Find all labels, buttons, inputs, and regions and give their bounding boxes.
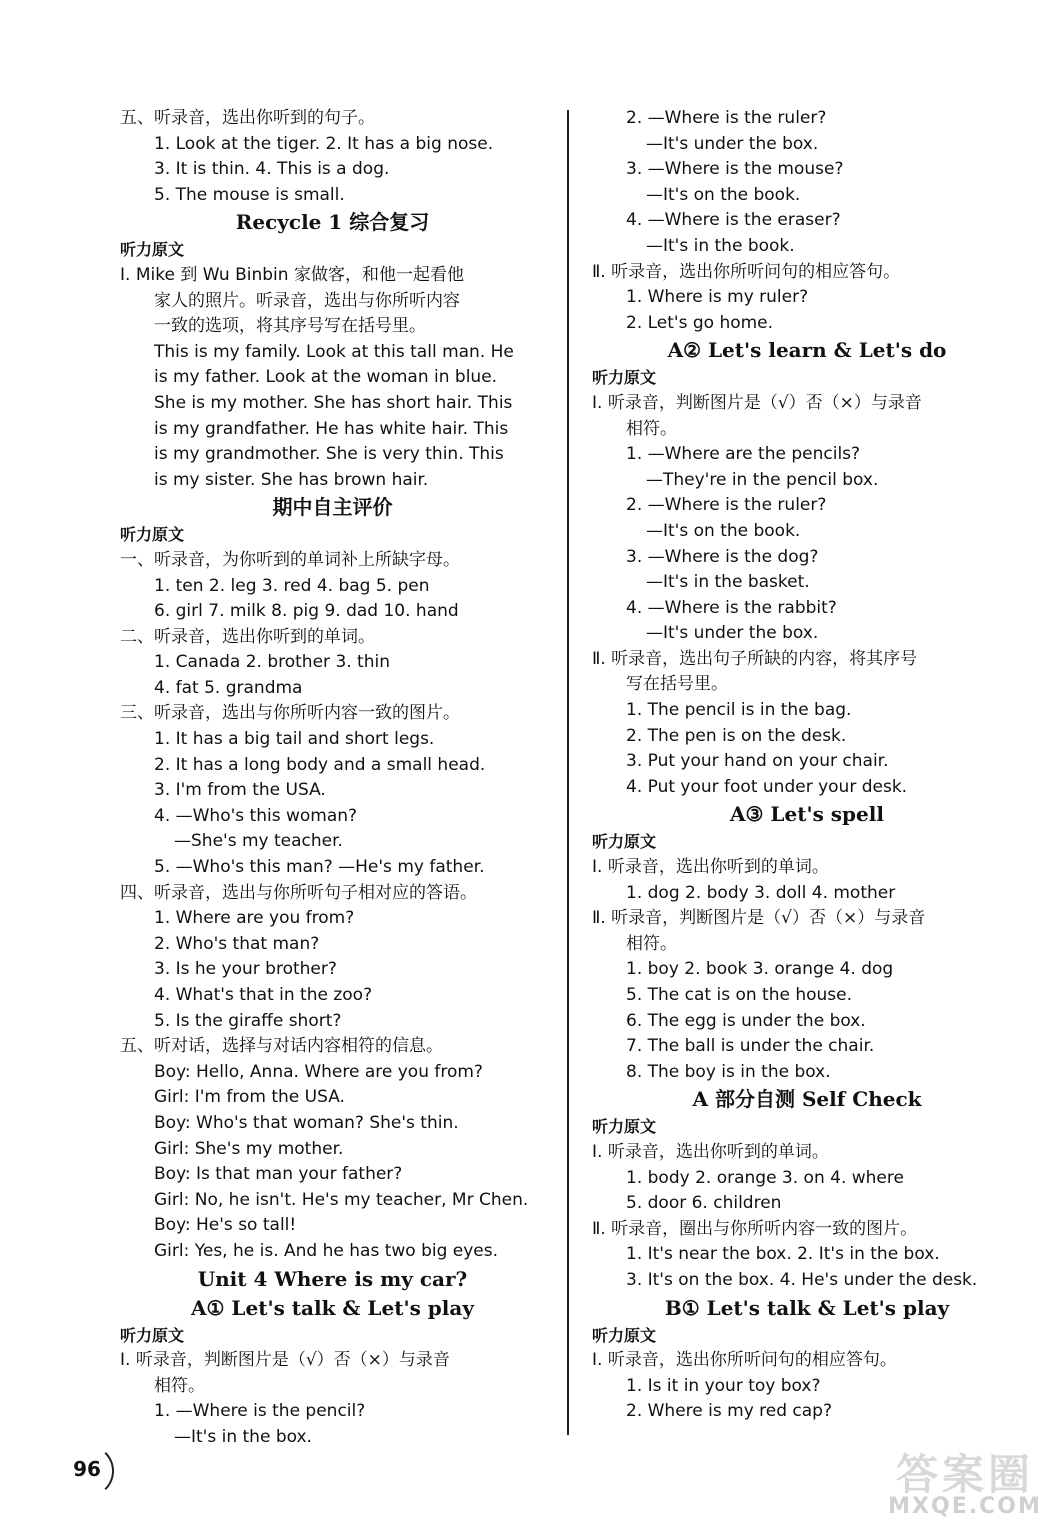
- listening-label: 听力原文: [592, 1325, 657, 1345]
- text-line: 2. Where is my red cap?: [626, 1401, 833, 1422]
- listening-label: 听力原文: [592, 368, 657, 388]
- text-line: 3. It is thin. 4. This is a dog.: [154, 159, 390, 180]
- text-line: Boy: Hello, Anna. Where are you from?: [154, 1061, 483, 1082]
- text-line: is my sister. She has brown hair.: [154, 469, 429, 490]
- text-line: 3. Put your hand on your chair.: [626, 751, 889, 772]
- text-line: 5. The cat is on the house.: [626, 985, 853, 1005]
- text-line: 3. Is he your brother?: [154, 959, 337, 980]
- text-line: 家人的照片。听录音，选出与你所听内容: [154, 290, 460, 311]
- text-line: 6. girl 7. milk 8. pig 9. dad 10. hand: [154, 601, 459, 622]
- text-line: 4. What's that in the zoo?: [154, 985, 373, 1005]
- listening-label: 听力原文: [592, 1117, 657, 1137]
- listening-label: 听力原文: [592, 832, 657, 852]
- listening-label: 听力原文: [120, 525, 185, 545]
- question-line: 四、听录音，选出与你所听句子相对应的答语。: [120, 882, 477, 903]
- text-line: Boy: He's so tall!: [154, 1215, 297, 1236]
- text-line: 相符。: [626, 418, 677, 439]
- question-line: Ⅰ. 听录音，选出你听到的单词。: [592, 857, 829, 878]
- section-heading: A③ Let's spell: [730, 802, 884, 827]
- page-number: 96: [62, 1444, 112, 1494]
- text-line: —It's on the book.: [646, 520, 801, 541]
- text-line: —She's my teacher.: [174, 831, 343, 852]
- text-line: 2. The pen is on the desk.: [626, 725, 847, 746]
- section-heading: B① Let's talk & Let's play: [664, 1295, 950, 1320]
- text-line: 1. —Where are the pencils?: [626, 444, 861, 465]
- text-line: 4. —Who's this woman?: [154, 805, 358, 826]
- text-line: 相符。: [154, 1375, 205, 1396]
- text-line: 5. The mouse is small.: [154, 184, 345, 205]
- text-line: 5. Is the giraffe short?: [154, 1010, 342, 1031]
- text-line: 1. It has a big tail and short legs.: [154, 729, 435, 750]
- text-line: 相符。: [626, 933, 677, 954]
- text-line: Boy: Who's that woman? She's thin.: [154, 1112, 459, 1133]
- section-heading: A② Let's learn & Let's do: [667, 338, 947, 363]
- text-line: 1. It's near the box. 2. It's in the box.: [626, 1244, 940, 1265]
- text-line: —It's in the box.: [174, 1426, 312, 1447]
- text-line: Girl: Yes, he is. And he has two big eyes.: [154, 1240, 499, 1261]
- section-heading: 期中自主评价: [272, 495, 393, 520]
- text-line: 3. —Where is the dog?: [626, 546, 819, 567]
- question-line: 五、听录音，选出你听到的句子。: [120, 108, 375, 128]
- text-line: 7. The ball is under the chair.: [626, 1036, 875, 1057]
- text-line: 1. Where is my ruler?: [626, 287, 809, 308]
- question-line: Ⅱ. 听录音，圈出与你所听内容一致的图片。: [592, 1218, 918, 1239]
- text-line: 2. Who's that man?: [154, 933, 320, 954]
- text-line: 3. It's on the box. 4. He's under the desk.: [626, 1269, 978, 1290]
- text-line: 4. —Where is the rabbit?: [626, 597, 837, 618]
- text-line: 3. I'm from the USA.: [154, 780, 326, 801]
- text-line: 1. Where are you from?: [154, 908, 355, 929]
- question-line: Ⅰ. 听录音，选出你所听问句的相应答句。: [592, 1350, 897, 1371]
- listening-label: 听力原文: [120, 240, 185, 260]
- question-line: Ⅰ. 听录音，判断图片是（√）否（×）与录音: [120, 1350, 450, 1371]
- section-heading: A 部分自测 Self Check: [692, 1087, 922, 1112]
- text-line: Girl: She's my mother.: [154, 1138, 344, 1159]
- text-line: 一致的选项，将其序号写在括号里。: [154, 316, 426, 337]
- text-line: is my grandfather. He has white hair. This: [154, 418, 509, 439]
- text-line: 2. It has a long body and a small head.: [154, 754, 486, 775]
- text-line: is my grandmother. She is very thin. This: [154, 444, 504, 465]
- text-line: She is my mother. She has short hair. This: [154, 392, 513, 413]
- question-line: 五、听对话，选择与对话内容相符的信息。: [120, 1036, 443, 1057]
- text-line: —It's in the basket.: [646, 572, 810, 593]
- text-line: 4. Put your foot under your desk.: [626, 776, 908, 797]
- text-line: is my father. Look at the woman in blue.: [154, 367, 498, 388]
- text-line: —It's under the box.: [646, 133, 819, 154]
- column-divider: [567, 110, 569, 1435]
- text-line: 1. ten 2. leg 3. red 4. bag 5. pen: [154, 575, 430, 596]
- text-line: 5. —Who's this man? —He's my father.: [154, 857, 485, 878]
- text-line: 4. fat 5. grandma: [154, 677, 303, 698]
- text-line: 5. door 6. children: [626, 1193, 782, 1214]
- text-line: 8. The boy is in the box.: [626, 1061, 831, 1082]
- text-line: —It's in the book.: [646, 235, 795, 256]
- text-line: This is my family. Look at this tall man. He: [154, 341, 514, 362]
- text-line: 4. —Where is the eraser?: [626, 210, 841, 231]
- question-line: Ⅰ. 听录音，判断图片是（√）否（×）与录音: [592, 392, 922, 413]
- text-line: 1. —Where is the pencil?: [154, 1401, 366, 1422]
- text-line: Girl: No, he isn't. He's my teacher, Mr Chen.: [154, 1189, 529, 1210]
- question-line: Ⅱ. 听录音，选出你所听问句的相应答句。: [592, 261, 901, 282]
- text-line: 1. Canada 2. brother 3. thin: [154, 652, 390, 673]
- text-line: 3. —Where is the mouse?: [626, 159, 844, 180]
- question-line: Ⅰ. 听录音，选出你听到的单词。: [592, 1141, 829, 1162]
- question-line: Ⅱ. 听录音，选出句子所缺的内容，将其序号: [592, 648, 918, 669]
- text-line: 1. body 2. orange 3. on 4. where: [626, 1167, 904, 1188]
- watermark-url: MXQE.COM: [888, 1494, 1042, 1519]
- question-line: 三、听录音，选出与你所听内容一致的图片。: [120, 703, 460, 724]
- text-line: 6. The egg is under the box.: [626, 1010, 866, 1031]
- section-heading: Recycle 1 综合复习: [235, 210, 430, 235]
- text-line: 1. Is it in your toy box?: [626, 1375, 821, 1396]
- question-line: Ⅱ. 听录音，判断图片是（√）否（×）与录音: [592, 908, 926, 929]
- section-heading: Unit 4 Where is my car?: [197, 1266, 468, 1291]
- text-line: 2. —Where is the ruler?: [626, 495, 827, 516]
- text-line: 1. dog 2. body 3. doll 4. mother: [626, 882, 896, 903]
- text-line: Girl: I'm from the USA.: [154, 1087, 345, 1108]
- text-line: 1. Look at the tiger. 2. It has a big nose.: [154, 133, 494, 154]
- text-line: Boy: Is that man your father?: [154, 1164, 403, 1185]
- question-line: Ⅰ. Mike 到 Wu Binbin 家做客，和他一起看他: [120, 264, 464, 285]
- left-column: [120, 106, 545, 1451]
- question-line: 二、听录音，选出你听到的单词。: [120, 626, 375, 647]
- text-line: —It's under the box.: [646, 623, 819, 644]
- text-line: 2. —Where is the ruler?: [626, 108, 827, 128]
- section-heading: A① Let's talk & Let's play: [191, 1295, 474, 1320]
- right-column: [592, 106, 1022, 1425]
- listening-label: 听力原文: [120, 1325, 185, 1345]
- text-line: —It's on the book.: [646, 184, 801, 205]
- text-line: —They're in the pencil box.: [646, 469, 879, 490]
- question-line: 一、听录音，为你听到的单词补上所缺字母。: [120, 549, 460, 570]
- text-line: 2. Let's go home.: [626, 312, 774, 333]
- watermark-logo: [880, 1442, 1050, 1527]
- text-line: 写在括号里。: [626, 674, 728, 695]
- text-line: 1. boy 2. book 3. orange 4. dog: [626, 959, 894, 980]
- text-line: 1. The pencil is in the bag.: [626, 700, 852, 721]
- watermark-text: 答案圈: [895, 1450, 1034, 1499]
